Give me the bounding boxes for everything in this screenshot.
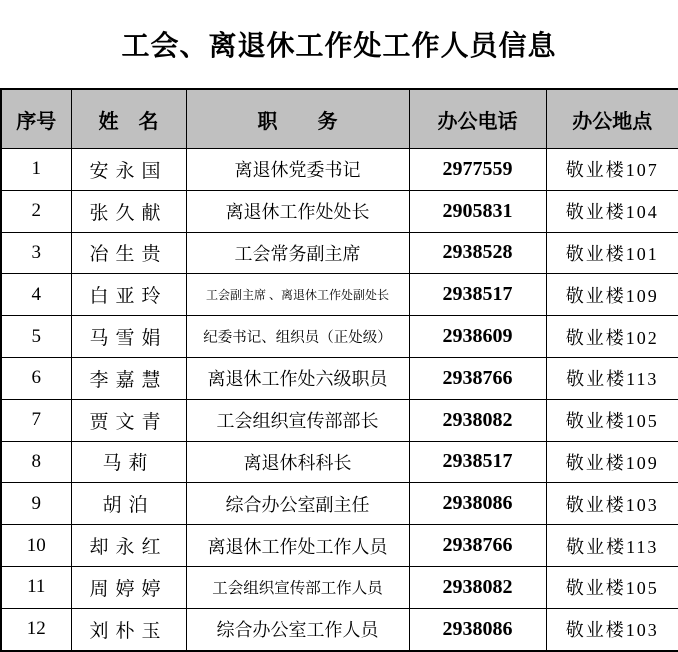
cell-phone: 2938517: [409, 441, 546, 483]
cell-index: 11: [1, 566, 71, 608]
cell-phone: 2938086: [409, 483, 546, 525]
cell-location: 敬业楼113: [546, 525, 678, 567]
table-row: [1, 441, 678, 483]
cell-title: 工会组织宣传部工作人员: [186, 566, 409, 608]
table-header-row: [1, 89, 678, 149]
cell-location: 敬业楼109: [546, 274, 678, 316]
cell-phone: 2938528: [409, 232, 546, 274]
cell-name: 安永国: [71, 149, 186, 191]
table-row: [1, 608, 678, 650]
cell-index: 12: [1, 608, 71, 650]
col-header-location: 办公地点: [546, 89, 678, 149]
table-row: [1, 525, 678, 567]
table-row: [1, 399, 678, 441]
col-header-name: 姓 名: [71, 89, 186, 149]
table-row: [1, 483, 678, 525]
cell-index: 7: [1, 399, 71, 441]
cell-index: 5: [1, 316, 71, 358]
cell-name: 周婷婷: [71, 566, 186, 608]
cell-location: 敬业楼109: [546, 441, 678, 483]
cell-phone: 2938609: [409, 316, 546, 358]
page-title: 工会、离退休工作处工作人员信息: [121, 31, 557, 62]
cell-title: 离退休科科长: [186, 441, 409, 483]
cell-phone: 2905831: [409, 190, 546, 232]
cell-title: 工会组织宣传部部长: [186, 399, 409, 441]
cell-title: 离退休工作处工作人员: [186, 525, 409, 567]
cell-title: 纪委书记、组织员（正处级）: [186, 316, 409, 358]
cell-index: 2: [1, 190, 71, 232]
cell-index: 10: [1, 525, 71, 567]
cell-title: 工会常务副主席: [186, 232, 409, 274]
col-header-title: 职 务: [186, 89, 409, 149]
cell-name: 马雪娟: [71, 316, 186, 358]
cell-name: 白亚玲: [71, 274, 186, 316]
cell-phone: 2938766: [409, 525, 546, 567]
cell-location: 敬业楼113: [546, 357, 678, 399]
cell-title: 工会副主席 、离退休工作处副处长: [186, 274, 409, 316]
cell-phone: 2938517: [409, 274, 546, 316]
cell-location: 敬业楼102: [546, 316, 678, 358]
cell-phone: 2938082: [409, 399, 546, 441]
cell-name: 冶生贵: [71, 232, 186, 274]
cell-index: 6: [1, 357, 71, 399]
cell-index: 8: [1, 441, 71, 483]
table-row: [1, 190, 678, 232]
cell-name: 马莉: [71, 441, 186, 483]
table-row: [1, 232, 678, 274]
cell-location: 敬业楼104: [546, 190, 678, 232]
table-row: [1, 316, 678, 358]
title-bar: [0, 0, 678, 88]
cell-name: 张久献: [71, 190, 186, 232]
cell-location: 敬业楼107: [546, 149, 678, 191]
cell-phone: 2938086: [409, 608, 546, 650]
cell-name: 胡泊: [71, 483, 186, 525]
cell-location: 敬业楼103: [546, 608, 678, 650]
cell-index: 4: [1, 274, 71, 316]
cell-index: 9: [1, 483, 71, 525]
cell-title: 离退休工作处处长: [186, 190, 409, 232]
table-row: [1, 274, 678, 316]
col-header-phone: 办公电话: [409, 89, 546, 149]
cell-phone: 2938082: [409, 566, 546, 608]
cell-name: 刘朴玉: [71, 608, 186, 650]
col-header-index: 序号: [1, 89, 71, 149]
staff-table: [0, 88, 678, 652]
table-row: [1, 566, 678, 608]
cell-name: 却永红: [71, 525, 186, 567]
table-row: [1, 357, 678, 399]
cell-index: 1: [1, 149, 71, 191]
cell-location: 敬业楼105: [546, 399, 678, 441]
cell-title: 离退休工作处六级职员: [186, 357, 409, 399]
cell-phone: 2977559: [409, 149, 546, 191]
cell-phone: 2938766: [409, 357, 546, 399]
cell-location: 敬业楼105: [546, 566, 678, 608]
cell-name: 贾文青: [71, 399, 186, 441]
cell-index: 3: [1, 232, 71, 274]
cell-title: 离退休党委书记: [186, 149, 409, 191]
cell-name: 李嘉慧: [71, 357, 186, 399]
cell-location: 敬业楼103: [546, 483, 678, 525]
cell-title: 综合办公室工作人员: [186, 608, 409, 650]
cell-title: 综合办公室副主任: [186, 483, 409, 525]
cell-location: 敬业楼101: [546, 232, 678, 274]
table-body: [1, 149, 678, 651]
table-row: [1, 149, 678, 191]
